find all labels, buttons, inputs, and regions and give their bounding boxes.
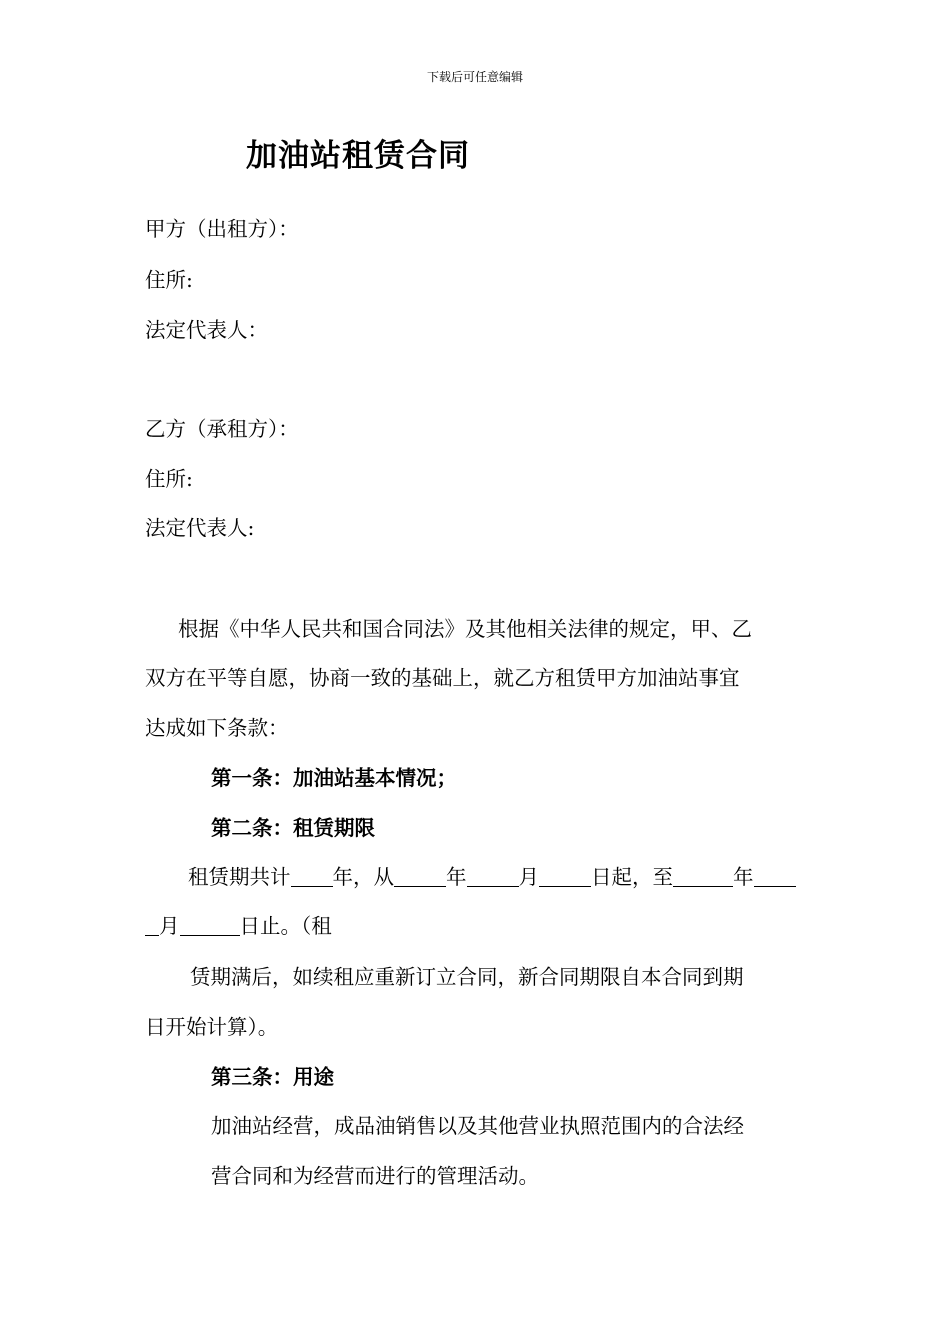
party-a-label: 甲方（出租方）：: [145, 217, 299, 241]
end-month-blank-part1[interactable]: [754, 866, 796, 888]
end-month-text: 月: [159, 914, 180, 938]
lease-term-line-2: [145, 909, 332, 939]
start-day-blank[interactable]: [539, 866, 591, 888]
start-month-text: 月: [518, 865, 539, 889]
end-year-blank[interactable]: [673, 866, 733, 888]
article-2-heading: 第二条：租赁期限: [211, 816, 375, 840]
header-note: 下载后可任意编辑: [426, 70, 523, 84]
term-years-blank[interactable]: [291, 866, 333, 888]
start-month-blank[interactable]: [467, 866, 519, 888]
start-year-text: 年: [446, 865, 467, 889]
lease-term-line: [188, 860, 796, 890]
end-year-text: 年: [733, 865, 754, 889]
preamble-line-1: 根据《中华人民共和国合同法》及其他相关法律的规定，甲、乙: [178, 617, 752, 641]
preamble-line-3: 达成如下条款：: [145, 716, 289, 740]
start-year-blank[interactable]: [394, 866, 446, 888]
end-month-blank-part2[interactable]: [145, 915, 159, 937]
end-day-blank[interactable]: [180, 915, 240, 937]
renewal-line-2: 日开始计算）。: [145, 1015, 279, 1039]
party-b-label: 乙方（承租方）：: [145, 417, 299, 441]
party-b-address-label: 住所:: [145, 467, 193, 491]
usage-line-1: 加油站经营，成品油销售以及其他营业执照范围内的合法经: [211, 1114, 744, 1138]
preamble-line-2: 双方在平等自愿，协商一致的基础上，就乙方租赁甲方加油站事宜: [145, 666, 740, 690]
party-a-address-label: 住所:: [145, 268, 193, 292]
term-prefix: 租赁期共计: [188, 865, 291, 889]
party-a-representative-label: 法定代表人：: [145, 318, 268, 342]
party-b-representative-label: 法定代表人:: [145, 516, 255, 540]
article-1-heading: 第一条：加油站基本情况；: [211, 766, 457, 790]
renewal-line-1: 赁期满后，如续租应重新订立合同，新合同期限自本合同到期: [190, 965, 744, 989]
term-year-from-text: 年，从: [332, 865, 394, 889]
article-3-heading: 第三条：用途: [211, 1065, 334, 1089]
start-day-text: 日起，至: [591, 865, 673, 889]
document-title: 加油站租赁合同: [246, 138, 470, 174]
end-day-text: 日止。（租: [239, 914, 332, 938]
usage-line-2: 营合同和为经营而进行的管理活动。: [211, 1164, 539, 1188]
